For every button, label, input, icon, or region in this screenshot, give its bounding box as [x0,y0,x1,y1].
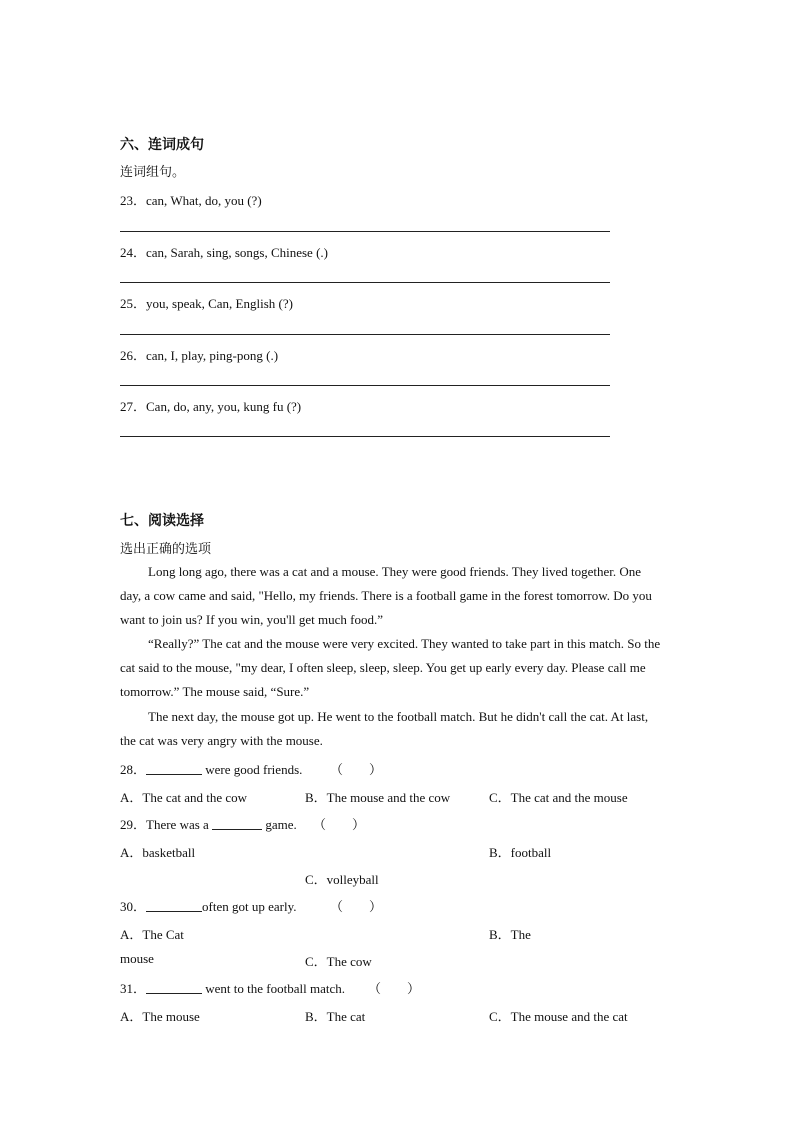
option-28-a[interactable]: A．The cat and the cow [120,790,248,805]
question-28 [120,759,302,778]
option-31-a[interactable]: A．The mouse [120,1009,200,1024]
question-text: can, What, do, you (?) [146,193,262,208]
answer-paren-28[interactable]: （ ） [330,762,383,777]
section-7-instruction: 选出正确的选项 [120,542,212,557]
question-text: were good friends. [202,762,303,777]
question-31 [120,978,345,997]
question-text: can, Sarah, sing, songs, Chinese (.) [146,245,328,260]
answer-paren-31[interactable]: （ ） [368,981,421,996]
passage-paragraph-3: The next day, the mouse got up. He went to the football match. But he didn't call the cat. At last, the cat was very angry with the mouse. [120,709,649,749]
answer-line-23[interactable] [120,231,610,232]
question-text: game. [262,817,297,832]
question-25 [120,293,293,312]
option-30-b-continued[interactable]: mouse [120,951,154,966]
section-7-title: 七、阅读选择 [120,513,204,529]
question-number: 30． [120,899,147,914]
answer-blank[interactable] [146,762,202,775]
passage-paragraph-1: Long long ago, there was a cat and a mouse. They were good friends. They lived together. One day, a cow came and said, "Hello, my friends. There is a football game in the forest tomorrow. Do you want to join us? If you win, you'll get much food.” [120,564,652,628]
answer-line-26[interactable] [120,385,610,386]
question-number: 25． [120,296,147,311]
question-number: 29． [120,817,147,832]
question-number: 28． [120,762,147,777]
section-6-title: 六、连词成句 [120,137,204,153]
question-text: you, speak, Can, English (?) [146,296,293,311]
question-number: 26． [120,348,147,363]
option-29-b[interactable]: B．football [489,845,552,860]
question-text: often got up early. [202,899,297,914]
option-28-b[interactable]: B．The mouse and the cow [305,790,451,805]
answer-blank[interactable] [146,981,202,994]
section-6-instruction: 连词组句。 [120,165,186,180]
answer-blank[interactable] [212,817,262,830]
question-23 [120,190,262,209]
question-number: 27． [120,399,147,414]
question-number: 31． [120,981,147,996]
option-29-c[interactable]: C．volleyball [305,872,379,887]
option-31-b[interactable]: B．The cat [305,1009,366,1024]
question-24 [120,242,328,261]
question-number: 24． [120,245,147,260]
answer-blank[interactable] [146,899,202,912]
question-number: 23． [120,193,147,208]
question-26 [120,345,278,364]
option-30-a[interactable]: A．The Cat [120,927,184,942]
option-31-c[interactable]: C．The mouse and the cat [489,1009,628,1024]
question-30 [120,896,296,915]
question-text-before: There was a [146,817,213,832]
question-text: went to the football match. [202,981,345,996]
option-30-b[interactable]: B．The [489,927,531,942]
question-27 [120,396,301,415]
question-text: Can, do, any, you, kung fu (?) [146,399,302,414]
question-29 [120,814,297,833]
answer-paren-30[interactable]: （ ） [330,899,383,914]
answer-line-27[interactable] [120,436,610,437]
answer-line-25[interactable] [120,334,610,335]
passage-paragraph-2: “Really?” The cat and the mouse were very excited. They wanted to take part in this match. So the cat said to the mouse, "my dear, I often sleep, sleep, sleep. You get up early every day. Please call me tomorrow.” The mouse said, “Sure.” [120,636,661,700]
option-29-a[interactable]: A．basketball [120,845,196,860]
answer-paren-29[interactable]: （ ） [313,817,366,832]
answer-line-24[interactable] [120,282,610,283]
option-28-c[interactable]: C．The cat and the mouse [489,790,628,805]
question-text: can, I, play, ping-pong (.) [146,348,279,363]
option-30-c[interactable]: C．The cow [305,954,372,969]
